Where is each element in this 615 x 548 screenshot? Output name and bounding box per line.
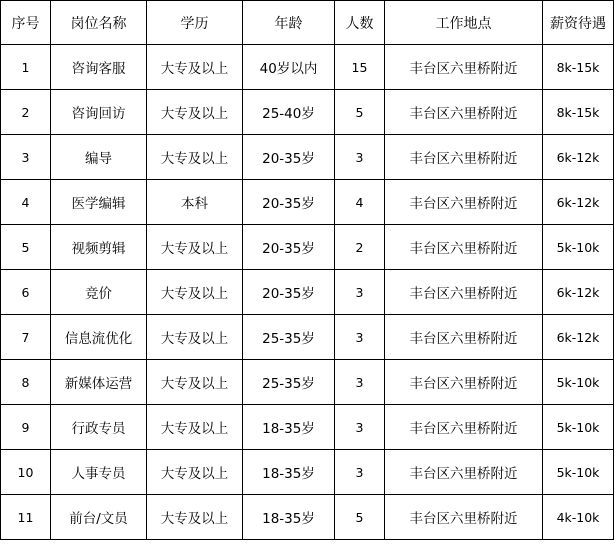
cell-age: 25-40岁 [243,90,335,135]
cell-headcount: 3 [335,315,385,360]
table-row [1,180,614,225]
cell-headcount: 2 [335,225,385,270]
cell-headcount: 3 [335,360,385,405]
cell-age: 18-35岁 [243,495,335,540]
cell-headcount: 15 [335,45,385,90]
cell-age: 40岁以内 [243,45,335,90]
cell-salary: 5k-10k [543,360,614,405]
cell-headcount: 3 [335,405,385,450]
table-header-row [1,1,614,45]
cell-location: 丰台区六里桥附近 [385,135,543,180]
cell-position: 竞价 [51,270,147,315]
cell-salary: 5k-10k [543,225,614,270]
cell-age: 18-35岁 [243,450,335,495]
cell-age: 20-35岁 [243,135,335,180]
cell-position: 咨询回访 [51,90,147,135]
cell-position: 视频剪辑 [51,225,147,270]
cell-location: 丰台区六里桥附近 [385,270,543,315]
table-row [1,90,614,135]
cell-headcount: 4 [335,180,385,225]
cell-education: 大专及以上 [147,315,243,360]
cell-salary: 6k-12k [543,315,614,360]
cell-education: 大专及以上 [147,495,243,540]
cell-index: 2 [1,90,51,135]
cell-index: 11 [1,495,51,540]
cell-education: 大专及以上 [147,225,243,270]
cell-salary: 8k-15k [543,45,614,90]
cell-location: 丰台区六里桥附近 [385,315,543,360]
cell-salary: 6k-12k [543,180,614,225]
header-age: 年龄 [243,1,335,45]
cell-index: 5 [1,225,51,270]
cell-headcount: 3 [335,135,385,180]
cell-salary: 5k-10k [543,405,614,450]
table-row [1,135,614,180]
cell-index: 1 [1,45,51,90]
cell-index: 3 [1,135,51,180]
cell-location: 丰台区六里桥附近 [385,180,543,225]
header-index: 序号 [1,1,51,45]
cell-salary: 8k-15k [543,90,614,135]
cell-location: 丰台区六里桥附近 [385,225,543,270]
cell-location: 丰台区六里桥附近 [385,360,543,405]
cell-salary: 6k-12k [543,135,614,180]
cell-education: 大专及以上 [147,45,243,90]
cell-position: 编导 [51,135,147,180]
cell-age: 18-35岁 [243,405,335,450]
cell-position: 医学编辑 [51,180,147,225]
cell-education: 本科 [147,180,243,225]
cell-education: 大专及以上 [147,360,243,405]
table-row [1,405,614,450]
cell-index: 9 [1,405,51,450]
cell-location: 丰台区六里桥附近 [385,405,543,450]
cell-age: 25-35岁 [243,315,335,360]
cell-age: 20-35岁 [243,180,335,225]
cell-position: 咨询客服 [51,45,147,90]
cell-education: 大专及以上 [147,270,243,315]
cell-education: 大专及以上 [147,90,243,135]
cell-position: 人事专员 [51,450,147,495]
header-salary: 薪资待遇 [543,1,614,45]
table-row [1,450,614,495]
cell-index: 10 [1,450,51,495]
table-row [1,225,614,270]
cell-index: 8 [1,360,51,405]
cell-position: 行政专员 [51,405,147,450]
cell-position: 信息流优化 [51,315,147,360]
cell-education: 大专及以上 [147,135,243,180]
cell-age: 20-35岁 [243,225,335,270]
cell-headcount: 5 [335,495,385,540]
cell-education: 大专及以上 [147,405,243,450]
cell-location: 丰台区六里桥附近 [385,90,543,135]
table-row [1,270,614,315]
cell-index: 7 [1,315,51,360]
header-headcount: 人数 [335,1,385,45]
cell-index: 6 [1,270,51,315]
cell-headcount: 5 [335,90,385,135]
cell-headcount: 3 [335,270,385,315]
table-body [1,45,614,540]
cell-education: 大专及以上 [147,450,243,495]
header-education: 学历 [147,1,243,45]
table-row [1,45,614,90]
cell-location: 丰台区六里桥附近 [385,495,543,540]
header-position: 岗位名称 [51,1,147,45]
cell-position: 前台/文员 [51,495,147,540]
cell-salary: 6k-12k [543,270,614,315]
cell-age: 25-35岁 [243,360,335,405]
cell-age: 20-35岁 [243,270,335,315]
cell-position: 新媒体运营 [51,360,147,405]
header-location: 工作地点 [385,1,543,45]
cell-headcount: 3 [335,450,385,495]
cell-index: 4 [1,180,51,225]
cell-location: 丰台区六里桥附近 [385,45,543,90]
cell-salary: 5k-10k [543,450,614,495]
cell-location: 丰台区六里桥附近 [385,450,543,495]
table-row [1,315,614,360]
table-row [1,360,614,405]
cell-salary: 4k-10k [543,495,614,540]
table-row [1,495,614,540]
